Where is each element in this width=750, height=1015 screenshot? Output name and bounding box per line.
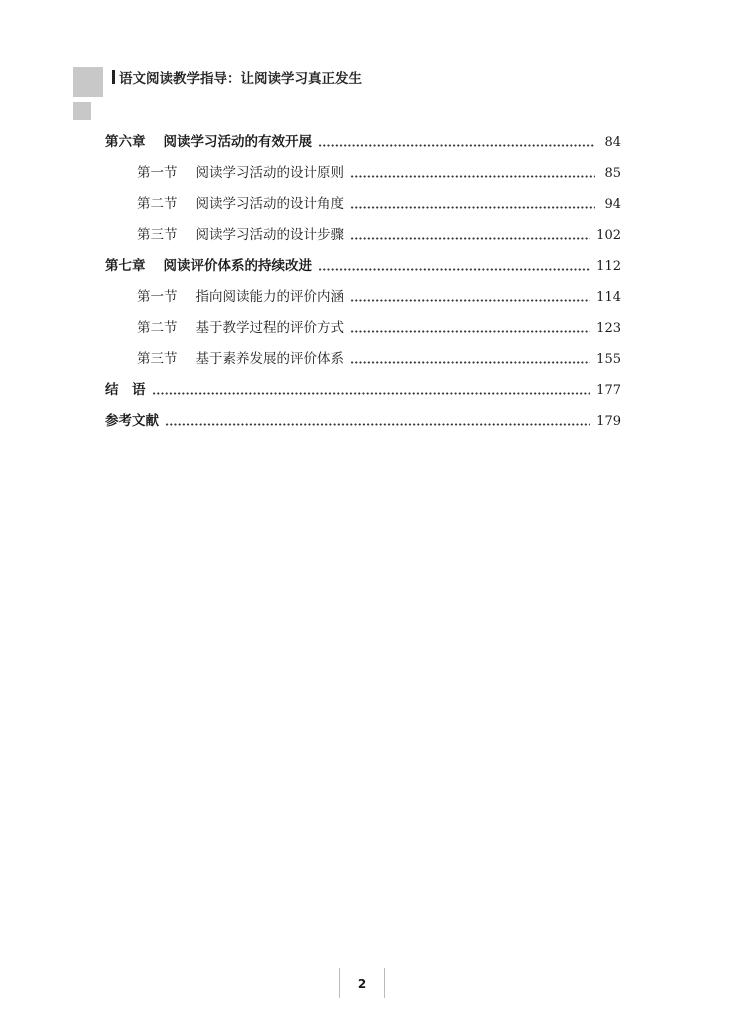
toc-entry-page: 155 — [596, 352, 621, 367]
corner-decoration-large — [73, 67, 103, 97]
toc-entry-section[interactable] — [105, 282, 621, 313]
toc-entry-chapter[interactable] — [105, 127, 621, 158]
toc-entry-section[interactable] — [105, 189, 621, 220]
toc-entry-number: 第一节 — [137, 164, 178, 181]
toc-entry-page: 94 — [604, 197, 621, 212]
toc-dot-leader — [350, 175, 595, 178]
toc-entry-title: 阅读学习活动的有效开展 — [163, 133, 312, 150]
toc-entry-title: 指向阅读能力的评价内涵 — [195, 288, 344, 305]
toc-dot-leader — [318, 268, 590, 271]
toc-entry-number: 第六章 — [105, 133, 146, 150]
toc-dot-leader — [350, 361, 590, 364]
toc-dot-leader — [165, 423, 590, 426]
toc-dot-leader — [350, 206, 595, 209]
toc-entry-backmatter[interactable] — [105, 406, 621, 437]
running-header — [112, 67, 362, 87]
toc-entry-number: 第一节 — [137, 288, 178, 305]
toc-dot-leader — [350, 237, 590, 240]
toc-entry-page: 179 — [596, 414, 621, 429]
toc-entry-page: 85 — [604, 166, 621, 181]
toc-dot-leader — [318, 144, 595, 147]
toc-entry-number: 第七章 — [105, 257, 146, 274]
toc-entry-backmatter[interactable] — [105, 375, 621, 406]
header-bar-marker — [112, 70, 115, 84]
toc-entry-title: 阅读学习活动的设计步骤 — [195, 226, 344, 243]
footer-page-number: 2 — [357, 977, 367, 991]
toc-entry-title: 阅读评价体系的持续改进 — [163, 257, 312, 274]
toc-entry-number: 第三节 — [137, 226, 178, 243]
toc-entry-title: 基于素养发展的评价体系 — [195, 350, 344, 367]
toc-entry-title: 基于教学过程的评价方式 — [195, 319, 344, 336]
corner-decoration-small — [73, 102, 91, 120]
table-of-contents — [105, 127, 621, 437]
toc-entry-page: 102 — [596, 228, 621, 243]
toc-entry-section[interactable] — [105, 220, 621, 251]
toc-entry-number: 第二节 — [137, 319, 178, 336]
running-header-title: 语文阅读教学指导：让阅读学习真正发生 — [119, 71, 362, 87]
toc-entry-page: 114 — [596, 290, 621, 305]
toc-entry-page: 112 — [596, 259, 621, 274]
toc-entry-section[interactable] — [105, 158, 621, 189]
toc-entry-number: 第二节 — [137, 195, 178, 212]
toc-entry-title: 阅读学习活动的设计角度 — [195, 195, 344, 212]
toc-dot-leader — [350, 330, 590, 333]
toc-entry-title: 阅读学习活动的设计原则 — [195, 164, 344, 181]
footer-rule-right — [384, 968, 385, 998]
toc-entry-section[interactable] — [105, 313, 621, 344]
toc-dot-leader — [152, 392, 591, 395]
toc-entry-page: 177 — [596, 383, 621, 398]
toc-entry-title: 参考文献 — [105, 412, 159, 429]
toc-entry-page: 84 — [604, 135, 621, 150]
toc-entry-number: 第三节 — [137, 350, 178, 367]
toc-entry-section[interactable] — [105, 344, 621, 375]
toc-entry-chapter[interactable] — [105, 251, 621, 282]
toc-entry-page: 123 — [596, 321, 621, 336]
toc-dot-leader — [350, 299, 590, 302]
toc-entry-title: 结 语 — [105, 381, 146, 398]
